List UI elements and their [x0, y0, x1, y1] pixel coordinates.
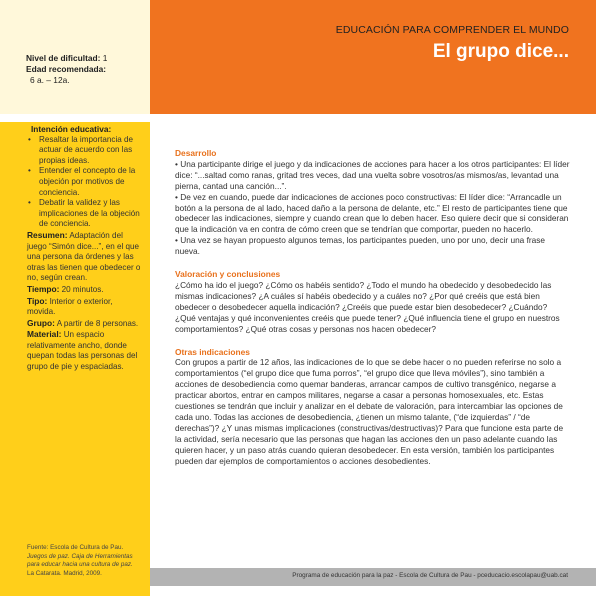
age-row [26, 64, 146, 75]
footer-bar [150, 568, 596, 586]
paragraph: Con grupos a partir de 12 años, las indicaciones de lo que se debe hacer o no pueden referirse no solo a comportamientos (“el grupo dice que fuma porros”, “el grupo dice que lleva móviles”), sino también a acciones de desobediencia como quemar banderas, arrancar campos de cultivo transgénico, negarse a practicar abortos, entrar en campos militares, negarse a casar a personas homosexuales, etc. Estas cuestiones se tendrán que incluir y analizar en el debate de valoración, para intercambiar las opciones de cada uno. Todas las acciones de desobediencia, ¿tienen un mismo talante, (“de izquierdas” / “de derechas”)? ¿Y unas mismas implicaciones (constructivas/destructivas)? Para que funcione esta parte de la actividad, sería necesario que las personas que hagan las acciones den un paso adelante cuando las quieren hacer, y un paso atrás cuando quieran desobedecer. En esta versión, también los participantes pueden dar ejemplos de comportamientos o acciones desobedientes. [175, 357, 564, 466]
intent-item: • Entender el concepto de la objeción por motivos de conciencia. [27, 166, 143, 198]
source-publisher: La Catarata. Madrid, 2009. [27, 569, 102, 577]
material-row [27, 329, 143, 372]
time-row [27, 284, 143, 296]
source-book: Juegos de paz. Caja de Herramientas para educar hacia una cultura de paz. [27, 552, 133, 568]
summary-row [27, 230, 143, 284]
intent-list [27, 135, 143, 230]
main-content [175, 148, 570, 478]
source-note [27, 544, 145, 578]
section-desarrollo [175, 148, 570, 257]
meta-block [26, 53, 146, 86]
difficulty-label: Nivel de dificultad: [26, 53, 101, 63]
paragraph: • De vez en cuando, puede dar indicaciones de acciones poco constructivas: El líder dice: “Arrancadle un botón a la persona de al lado, haced daño a la persona de delante, etc.” El resto de participantes tiene que obedecer las indicaciones, siempre y cuando crean que lo deben hacer. Eso quiere decir que si consideran que la indicación va en contra de cómo creen que se tendrían que comportar, pueden no hacerlo. [175, 191, 569, 235]
type-label: Tipo: [27, 295, 48, 306]
age-label: Edad recomendada: [26, 64, 107, 74]
type-row [27, 296, 143, 318]
time-value: 20 minutos. [61, 284, 104, 294]
section-title: Otras indicaciones [175, 346, 250, 357]
type-value: Interior o exterior, movida. [27, 296, 113, 317]
difficulty-row [26, 53, 146, 64]
group-value: A partir de 8 personas. [56, 318, 139, 328]
paragraph: ¿Cómo ha ido el juego? ¿Cómo os habéis sentido? ¿Todo el mundo ha obedecido y desobedecido las mismas indicaciones? ¿A cuáles sí habéis obedecido y a cuáles no? ¿Por qué creéis que está bien obedecer o desobedecer aquella indicación? ¿Creéis que puede estar bien desobedecer? ¿Cuándo? ¿Qué ventajas y qué inconvenientes creéis que puede tener? ¿Qué influencia tiene el grupo en nuestros comportamientos? ¿Qué otras cosas y personas nos hacen obedecer? [175, 279, 560, 334]
group-row [27, 318, 143, 330]
intent-item: • Resaltar la importancia de actuar de acuerdo con las propias ideas. [27, 135, 143, 167]
age-value: 6 a. – 12a. [30, 75, 70, 85]
paragraph: • Una participante dirige el juego y da indicaciones de acciones para hacer a los otros participantes: El líder dice: “...saltad como ranas, gritad tres veces, dad una vuelta sobre vosotros/as mismos/as, levantad una pierna, cantad una canción...”. [175, 158, 570, 191]
summary-label: Resumen: [27, 229, 68, 240]
footer-text: Programa de educación para la paz - Escola de Cultura de Pau - pceducacio.escolapau@uab.cat [292, 572, 568, 579]
time-label: Tiempo: [27, 283, 60, 294]
page-title: El grupo dice... [432, 41, 569, 62]
section-valoracion [175, 269, 570, 334]
paragraph: • Una vez se hayan propuesto algunos temas, los participantes pueden, uno por uno, decir una frase nueva. [175, 235, 546, 257]
difficulty-value: 1 [102, 53, 108, 63]
source-prefix: Fuente: Escola de Cultura de Pau. [27, 544, 124, 551]
section-title: Valoración y conclusiones [175, 269, 281, 280]
group-label: Grupo: [27, 317, 55, 328]
sidebar-content [27, 124, 143, 373]
material-label: Material: [27, 329, 62, 340]
material-value: Un espacio relativamente ancho, donde quepan todas las personas del grupo de pie y espaciadas. [27, 330, 138, 372]
intent-title: Intención educativa: [31, 124, 112, 134]
intent-item: • Debatir la validez y las implicaciones de la objeción de conciencia. [27, 198, 143, 230]
sidebar-divider [0, 114, 150, 122]
summary-value: Adaptación del juego “Simón dice...”, en el que una persona da órdenes y las otras las tienen que obedecer o no, según crean. [27, 230, 141, 283]
section-title: Desarrollo [175, 148, 217, 158]
section-otras [175, 347, 570, 467]
header-kicker: EDUCACIÓN PARA COMPRENDER EL MUNDO [335, 24, 569, 36]
